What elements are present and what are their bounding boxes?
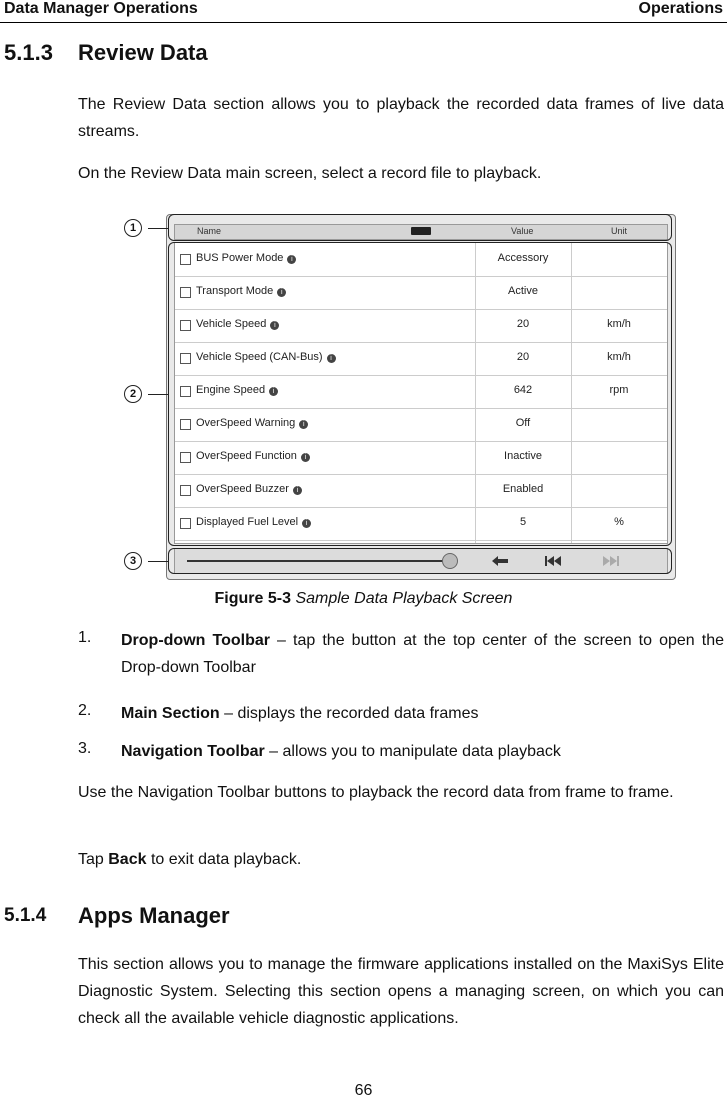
page-number: 66: [354, 1082, 373, 1099]
tap-back-post: to exit data playback.: [146, 851, 302, 868]
row-name-text: Transport Mode: [196, 285, 274, 297]
list-item-number: 1.: [78, 629, 92, 646]
list-item: [121, 627, 724, 681]
tap-back-pre: Tap: [78, 851, 109, 868]
header-rule: [0, 22, 727, 23]
list-item-number: 2.: [78, 702, 92, 719]
figure-playback-screen: [122, 208, 674, 578]
row-value: Off: [515, 417, 531, 429]
row-value: 20: [516, 351, 530, 363]
info-icon[interactable]: i: [301, 453, 310, 462]
row-value: 642: [513, 384, 533, 396]
callout-number-3: 3: [124, 552, 142, 570]
info-icon[interactable]: i: [277, 288, 286, 297]
paragraph-tap-back: [78, 846, 724, 873]
paragraph-intro: The Review Data section allows you to playback the recorded data frames of live data streams.: [78, 96, 724, 140]
row-name-text: Vehicle Speed: [196, 318, 267, 330]
info-icon[interactable]: i: [302, 519, 311, 528]
column-header-name: Name: [197, 226, 222, 236]
row-unit: rpm: [609, 384, 629, 396]
column-header-value: Value: [511, 226, 534, 236]
callout-leader: [148, 394, 168, 395]
running-header-section: Operations: [638, 0, 723, 17]
callout-leader: [148, 561, 168, 562]
tap-back-bold: Back: [108, 851, 147, 868]
row-name-text: Engine Speed: [196, 384, 266, 396]
list-item-term: Drop-down Toolbar: [121, 632, 270, 649]
list-item-term: Navigation Toolbar: [121, 743, 265, 760]
callout-bracket-3: [168, 548, 672, 574]
figure-caption: [0, 590, 727, 608]
callout-number-2: 2: [124, 385, 142, 403]
section-title: Apps Manager: [78, 903, 230, 928]
list-item-number: 3.: [78, 740, 92, 757]
section-title: Review Data: [78, 40, 208, 65]
row-name-text: OverSpeed Buzzer: [196, 483, 289, 495]
info-icon[interactable]: i: [270, 321, 279, 330]
info-icon[interactable]: i: [287, 255, 296, 264]
info-icon[interactable]: i: [269, 387, 278, 396]
row-unit: %: [614, 516, 624, 528]
info-icon[interactable]: i: [299, 420, 308, 429]
paragraph-apps-manager: This section allows you to manage the firmware applications installed on the MaxiSys Elite Diagnostic System. Selecting this section opens a managing screen, on which you can check all the available vehicle diagnostic applications.: [78, 956, 724, 1027]
section-number: 5.1.3: [4, 40, 53, 65]
row-value: 5: [519, 516, 527, 528]
row-unit: km/h: [607, 318, 631, 330]
callout-bracket-1: [168, 214, 672, 241]
row-value: Active: [508, 285, 538, 297]
list-item: [121, 738, 724, 765]
row-name-text: OverSpeed Function: [196, 450, 297, 462]
row-value: Inactive: [504, 450, 542, 462]
list-item-term: Main Section: [121, 705, 220, 722]
list-item: [121, 700, 724, 727]
row-value: Enabled: [502, 483, 544, 495]
section-number: 5.1.4: [4, 905, 47, 926]
row-unit: km/h: [607, 351, 631, 363]
row-value: 20: [516, 318, 530, 330]
row-name-text: OverSpeed Warning: [196, 417, 296, 429]
row-name-text: BUS Power Mode: [196, 252, 284, 264]
list-item-description: – displays the recorded data frames: [219, 705, 479, 722]
column-header-unit: Unit: [611, 226, 628, 236]
row-name-text: Vehicle Speed (CAN-Bus): [196, 351, 323, 363]
list-item-description: – tap the button at the top center of the screen to open the Drop-down Toolbar: [121, 632, 725, 676]
info-icon[interactable]: i: [293, 486, 302, 495]
paragraph-select-file: On the Review Data main screen, select a record file to playback.: [78, 165, 542, 182]
row-value: Accessory: [497, 252, 549, 264]
callout-number-1: 1: [124, 219, 142, 237]
row-name-text: Displayed Fuel Level: [196, 516, 299, 528]
running-header-chapter: Data Manager Operations: [4, 0, 198, 17]
callout-bracket-2: [168, 242, 672, 546]
figure-label: Figure 5-3: [214, 590, 291, 607]
callout-leader: [148, 228, 168, 229]
paragraph-navigation: Use the Navigation Toolbar buttons to playback the record data from frame to frame.: [78, 784, 674, 801]
info-icon[interactable]: i: [327, 354, 336, 363]
list-item-description: – allows you to manipulate data playback: [264, 743, 561, 760]
figure-title: Sample Data Playback Screen: [295, 590, 513, 607]
